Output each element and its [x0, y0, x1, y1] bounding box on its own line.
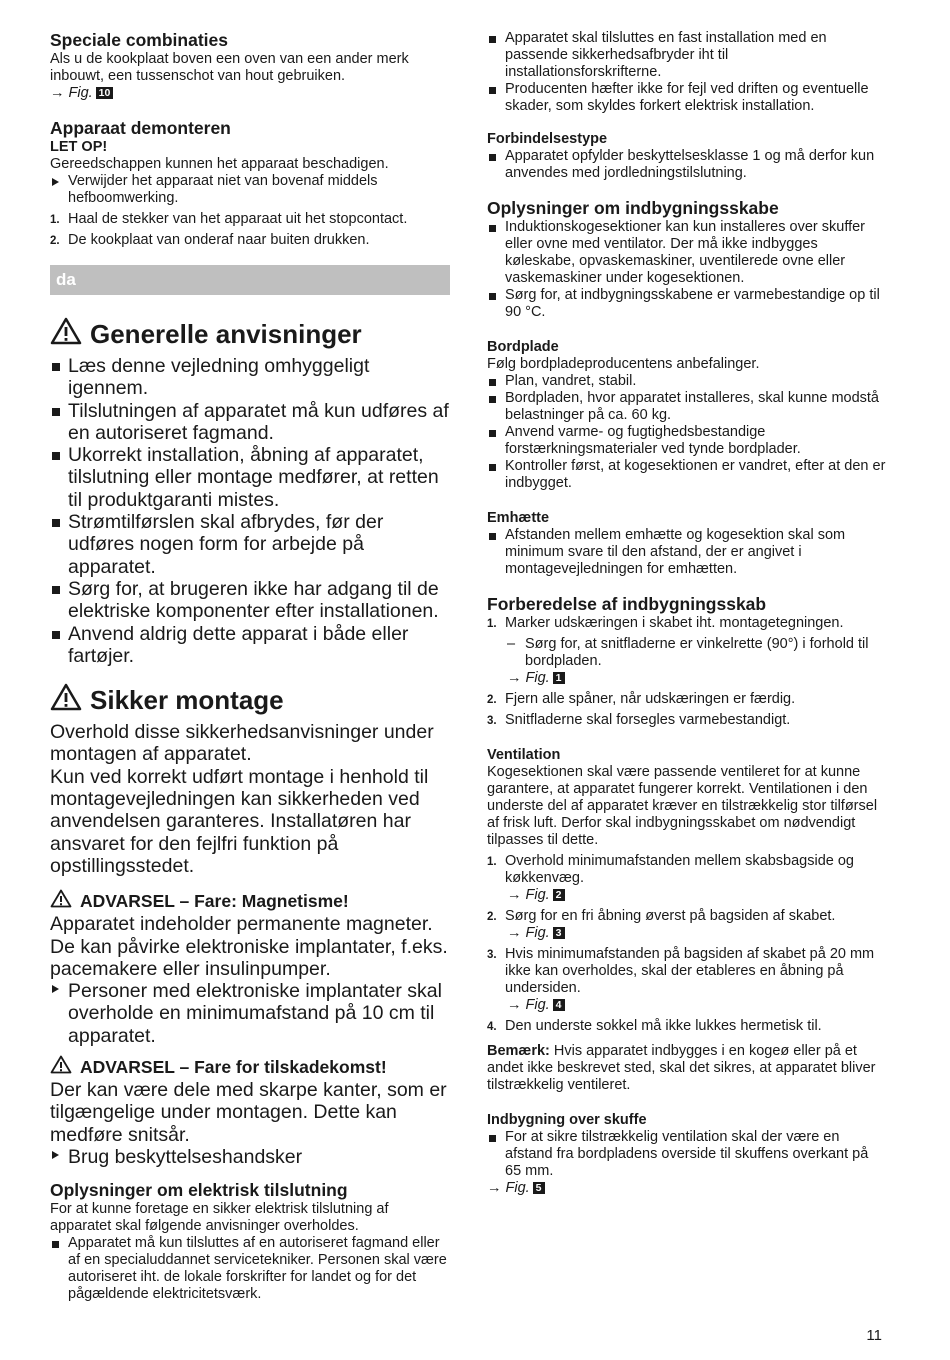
list-item: Tilslutningen af apparatet må kun udføres af en autoriseret fagmand. [50, 400, 450, 445]
step-text: Fjern alle spåner, når udskæringen er færdig. [505, 691, 796, 707]
fig-label: Fig. [505, 1180, 530, 1196]
generelle-title: Generelle anvisninger [90, 319, 362, 349]
note-text: Hvis apparatet indbygges i en kogeø eller på et andet ikke beskrevet sted, skal det sikres, at apparatet bliver tilstrækkelig ventileret. [487, 1043, 876, 1093]
fig-ref [487, 997, 887, 1014]
forbindelse-list [487, 148, 887, 182]
elektrisk-list [50, 1235, 450, 1303]
step-number: 3. [487, 949, 497, 961]
bordplade-heading: Bordplade [487, 339, 559, 355]
speciale-fig-ref [50, 85, 450, 102]
fig-ref [487, 670, 887, 687]
warning-magnetism-title [50, 889, 450, 913]
warning-icon [50, 317, 82, 351]
arrow-icon: → [507, 925, 522, 941]
arrow-icon: → [487, 1180, 502, 1196]
warning-title-text: ADVARSEL – Fare: Magnetisme! [80, 890, 349, 911]
list-item [487, 853, 887, 887]
fig-ref [487, 887, 887, 904]
list-item [50, 232, 450, 249]
skuffe-fig-ref [487, 1180, 887, 1197]
fig-number: 1 [553, 672, 565, 684]
step-text: Snitfladerne skal forsegles varmebestandigt. [505, 712, 791, 728]
bordplade-list [487, 373, 887, 492]
warning-injury-title [50, 1055, 450, 1079]
step-text: Hvis minimumafstanden på bagsiden af skabet på 20 mm ikke kan overholdes, skal der etableres en åbning på undersiden. [505, 946, 875, 996]
ventilation-heading: Ventilation [487, 747, 561, 763]
list-item: Afstanden mellem emhætte og kogesektion skal som minimum svare til den afstand, der er angivet i montagevejledningen for emhætten. [487, 527, 887, 578]
generelle-list [50, 355, 450, 667]
list-item: Bordpladen, hvor apparatet installeres, skal kunne modstå belastninger på ca. 60 kg. [487, 390, 887, 424]
skuffe-heading: Indbygning over skuffe [487, 1112, 647, 1128]
page-number: 11 [866, 1327, 882, 1344]
bordplade-intro: Følg bordpladeproducentens anbefalinger. [487, 356, 760, 372]
forbindelse-heading: Forbindelsestype [487, 131, 608, 147]
list-item: Anvend varme- og fugtighedsbestandige forstærkningsmaterialer ved tynde bordplader. [487, 424, 887, 458]
list-item: For at sikre tilstrækkelig ventilation skal der være en afstand fra bordpladens overside til skuffens overkant på 65 mm. [487, 1129, 887, 1180]
note-label: Bemærk: [487, 1043, 550, 1059]
step-number: 3. [487, 715, 497, 727]
step-number: 1. [487, 618, 497, 630]
fig-label: Fig. [525, 997, 550, 1013]
list-item [487, 1018, 887, 1035]
list-item: Producenten hæfter ikke for fejl ved driften og eventuelle skader, som skyldes forkert elektrisk installation. [487, 81, 887, 115]
step-number: 4. [487, 1021, 497, 1033]
list-item: Apparatet må kun tilsluttes af en autoriseret fagmand eller af en specialuddannet servicetekniker. Personen skal være autoriseret iht. de lokale forskrifter for landet og for det pågældende elektricitetsværk. [50, 1235, 450, 1303]
caution-label: LET OP! [50, 139, 108, 155]
list-item: Ukorrekt installation, åbning af apparatet, tilslutning eller montage medfører, at retten til produktgaranti mistes. [50, 444, 450, 511]
list-item [487, 615, 887, 632]
list-item: Apparatet opfylder beskyttelsesklasse 1 og må derfor kun anvendes med jordledningstilslutning. [487, 148, 887, 182]
sikker-paragraph: Overhold disse sikkerhedsanvisninger under montagen af apparatet. [50, 721, 434, 766]
ventilation-steps [487, 853, 887, 1035]
fig-number: 5 [533, 1182, 545, 1194]
forberedelse-heading: Forberedelse af indbygningsskab [487, 594, 767, 614]
fig-label: Fig. [525, 925, 550, 941]
emhaette-heading: Emhætte [487, 510, 550, 526]
step-text: Marker udskæringen i skabet iht. montagetegningen. [505, 615, 844, 631]
step-text: De kookplaat van onderaf naar buiten drukken. [68, 232, 370, 248]
fig-number: 4 [553, 999, 565, 1011]
elektrisk-heading: Oplysninger om elektrisk tilslutning [50, 1180, 348, 1201]
skuffe-list [487, 1129, 887, 1180]
step-number: 1. [50, 214, 60, 226]
warning-icon [50, 1055, 72, 1079]
speciale-text: Als u de kookplaat boven een oven van een ander merk inbouwt, een tussenschot van hout gebruiken. [50, 51, 409, 84]
ventilation-intro: Kogesektionen skal være passende ventileret for at kunne garantere, at apparatet fungerer korrekt. Ventilationen i den underste del af apparatet kræver en tilstrækkelig stor tilførsel af frisk luft. Derfor skal indbygningsskabet om nødvendigt tilpasses til dette. [487, 764, 878, 848]
list-item: Plan, vandret, stabil. [487, 373, 887, 390]
list-item: Anvend aldrig dette apparat i både eller fartøjer. [50, 623, 450, 668]
list-item: Sørg for, at brugeren ikke har adgang til de elektriske komponenter efter installationen. [50, 578, 450, 623]
step-number: 2. [487, 694, 497, 706]
fig-label: Fig. [68, 85, 93, 101]
list-item: Læs denne vejledning omhyggeligt igennem. [50, 355, 450, 400]
step-number: 2. [50, 235, 60, 247]
step-text: Den underste sokkel må ikke lukkes hermetisk til. [505, 1018, 822, 1034]
fig-label: Fig. [525, 670, 550, 686]
caution-text: Gereedschappen kunnen het apparaat beschadigen. [50, 156, 389, 172]
indbygningsskabe-list [487, 219, 887, 321]
step-text: Overhold minimumafstanden mellem skabsbagside og køkkenvæg. [505, 853, 854, 886]
caution-action: Verwijder het apparaat niet van bovenaf middels hefboomwerking. [50, 173, 450, 207]
step-text: Sørg for en fri åbning øverst på bagsiden af skabet. [505, 908, 836, 924]
list-item: Sørg for, at indbygningsskabene er varmebestandige op til 90 °C. [487, 287, 887, 321]
sub-item: – Sørg for, at snitfladerne er vinkelrette (90°) i forhold til bordpladen. [487, 636, 887, 670]
demonteren-heading: Apparaat demonteren [50, 118, 231, 138]
speciale-heading: Speciale combinaties [50, 30, 228, 50]
left-column [50, 30, 450, 1303]
arrow-icon: → [50, 85, 65, 101]
elektrisk-list-cont [487, 30, 887, 115]
emhaette-list [487, 527, 887, 578]
fig-number: 3 [553, 927, 565, 939]
right-column [487, 30, 887, 1197]
step-number: 1. [487, 856, 497, 868]
list-item: Apparatet skal tilsluttes en fast installation med en passende sikkerhedsafbryder iht til installationsforskrifterne. [487, 30, 887, 81]
fig-label: Fig. [525, 887, 550, 903]
demonteren-steps [50, 211, 450, 249]
warning-title-text: ADVARSEL – Fare for tilskadekomst! [80, 1056, 387, 1077]
warning-action: Brug beskyttelseshandsker [50, 1146, 450, 1168]
fig-ref [487, 925, 887, 942]
step-number: 2. [487, 911, 497, 923]
arrow-icon: → [507, 997, 522, 1013]
list-item [487, 946, 887, 997]
list-item [50, 211, 450, 228]
elektrisk-intro: For at kunne foretage en sikker elektrisk tilslutning af apparatet skal følgende anvisninger overholdes. [50, 1201, 389, 1235]
list-item [487, 691, 887, 708]
arrow-icon: → [507, 887, 522, 903]
sikker-paragraph: Kun ved korrekt udført montage i henhold til montagevejledningen kan sikkerheden ved anvendelsen garanteres. Installatøren har ansvaret for den fejlfri funktion på opstillingsstedet. [50, 765, 429, 877]
list-item: Induktionskogesektioner kan kun installeres over skuffer eller ovne med ventilator. Der må ikke indbygges køleskabe, opvaskemaskiner, uventilerede ovne eller vaskemaskiner under kogesektionen. [487, 219, 887, 287]
warning-action: Personer med elektroniske implantater skal overholde en minimumafstand på 10 cm til apparatet. [50, 980, 450, 1047]
ventilation-note [487, 1043, 887, 1094]
fig-number: 10 [96, 87, 114, 99]
warning-text: Apparatet indeholder permanente magneter. De kan påvirke elektroniske implantater, f.eks. pacemakere eller insulinpumper. [50, 913, 448, 980]
language-bar: da [50, 265, 450, 295]
generelle-heading [50, 317, 450, 351]
warning-icon [50, 889, 72, 913]
indbygningsskabe-heading: Oplysninger om indbygningsskabe [487, 198, 779, 218]
sikker-heading [50, 683, 450, 717]
fig-number: 2 [553, 889, 565, 901]
forberedelse-steps [487, 615, 887, 729]
list-item [487, 712, 887, 729]
arrow-icon: → [507, 670, 522, 686]
list-item: Kontroller først, at kogesektionen er vandret, efter at den er indbygget. [487, 458, 887, 492]
warning-icon [50, 683, 82, 717]
warning-text: Der kan være dele med skarpe kanter, som er tilgængelige under montagen. Dette kan medføre snitsår. [50, 1079, 447, 1146]
sikker-title: Sikker montage [90, 685, 284, 716]
list-item: Strømtilførslen skal afbrydes, før der udføres nogen form for arbejde på apparatet. [50, 511, 450, 578]
step-text: Haal de stekker van het apparaat uit het stopcontact. [68, 211, 408, 227]
list-item [487, 908, 887, 925]
